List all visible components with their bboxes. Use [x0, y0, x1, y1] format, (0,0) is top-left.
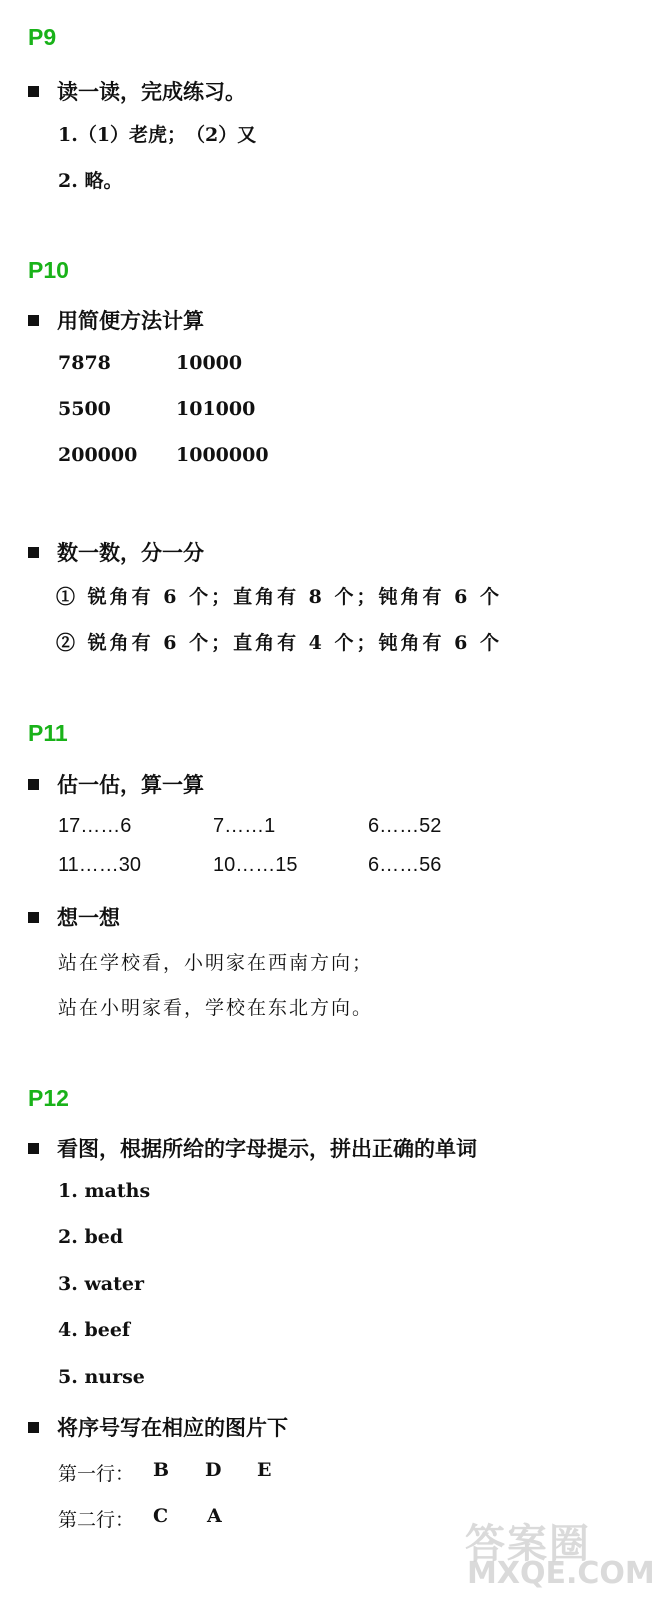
heading-text: 用简便方法计算 [57, 309, 204, 333]
order-letter: A [207, 1505, 222, 1527]
word-answer: 1. maths [58, 1180, 151, 1202]
section-heading-calc [28, 305, 204, 335]
section-heading-spell [28, 1133, 477, 1163]
bullet-square-icon [28, 547, 39, 558]
order-letter: C [153, 1505, 169, 1527]
page-label-p11: P11 [28, 720, 68, 746]
order-letter: D [205, 1459, 222, 1481]
answer-line: 2. 略。 [58, 170, 123, 192]
estimate-value: 10……15 [213, 854, 298, 876]
row-label: 第一行： [58, 1463, 135, 1485]
angle-answer: ② 锐角有 6 个；直角有 4 个；钝角有 6 个 [56, 632, 502, 654]
calc-value: 5500 [58, 398, 111, 420]
section-heading-order [28, 1412, 288, 1442]
heading-text: 将序号写在相应的图片下 [57, 1416, 288, 1440]
bullet-square-icon [28, 1143, 39, 1154]
calc-value: 1000000 [176, 444, 269, 466]
word-answer: 2. bed [58, 1226, 124, 1248]
bullet-square-icon [28, 315, 39, 326]
word-answer: 5. nurse [58, 1366, 145, 1388]
watermark-chars: 答案圈 [465, 1521, 591, 1567]
estimate-value: 6……52 [368, 815, 442, 837]
page-label-p10: P10 [28, 257, 69, 283]
word-answer: 3. water [58, 1273, 144, 1295]
answer-line: 1.（1）老虎； （2）又 [58, 124, 257, 146]
bullet-square-icon [28, 86, 39, 97]
estimate-value: 7……1 [213, 815, 276, 837]
order-letter: B [153, 1459, 170, 1481]
heading-text: 估一估，算一算 [57, 773, 204, 797]
calc-value: 101000 [176, 398, 256, 420]
section-heading-think [28, 902, 120, 932]
estimate-value: 11……30 [58, 854, 142, 876]
calc-value: 200000 [58, 444, 138, 466]
estimate-value: 17……6 [58, 815, 132, 837]
heading-text: 数一数，分一分 [57, 541, 204, 565]
calc-value: 10000 [176, 352, 243, 374]
word-answer: 4. beef [58, 1319, 131, 1341]
heading-text: 读一读，完成练习。 [57, 80, 246, 104]
heading-text: 想一想 [57, 906, 120, 930]
bullet-square-icon [28, 779, 39, 790]
page-label-p12: P12 [28, 1085, 69, 1111]
row-label: 第二行： [58, 1509, 135, 1531]
watermark-logo [457, 1512, 657, 1592]
watermark-site: MXQE.COM [467, 1556, 655, 1591]
think-answer: 站在小明家看，学校在东北方向。 [58, 997, 374, 1019]
bullet-square-icon [28, 1422, 39, 1433]
page-label-p9: P9 [28, 24, 57, 50]
order-letter: E [257, 1459, 272, 1481]
section-heading-estimate [28, 769, 204, 799]
think-answer: 站在学校看，小明家在西南方向； [58, 952, 374, 974]
section-heading-count [28, 537, 204, 567]
calc-value: 7878 [58, 352, 111, 374]
estimate-value: 6……56 [368, 854, 442, 876]
angle-answer: ① 锐角有 6 个；直角有 8 个；钝角有 6 个 [56, 586, 502, 608]
bullet-square-icon [28, 912, 39, 923]
heading-text: 看图，根据所给的字母提示，拼出正确的单词 [57, 1137, 477, 1161]
section-heading-read [28, 76, 246, 106]
